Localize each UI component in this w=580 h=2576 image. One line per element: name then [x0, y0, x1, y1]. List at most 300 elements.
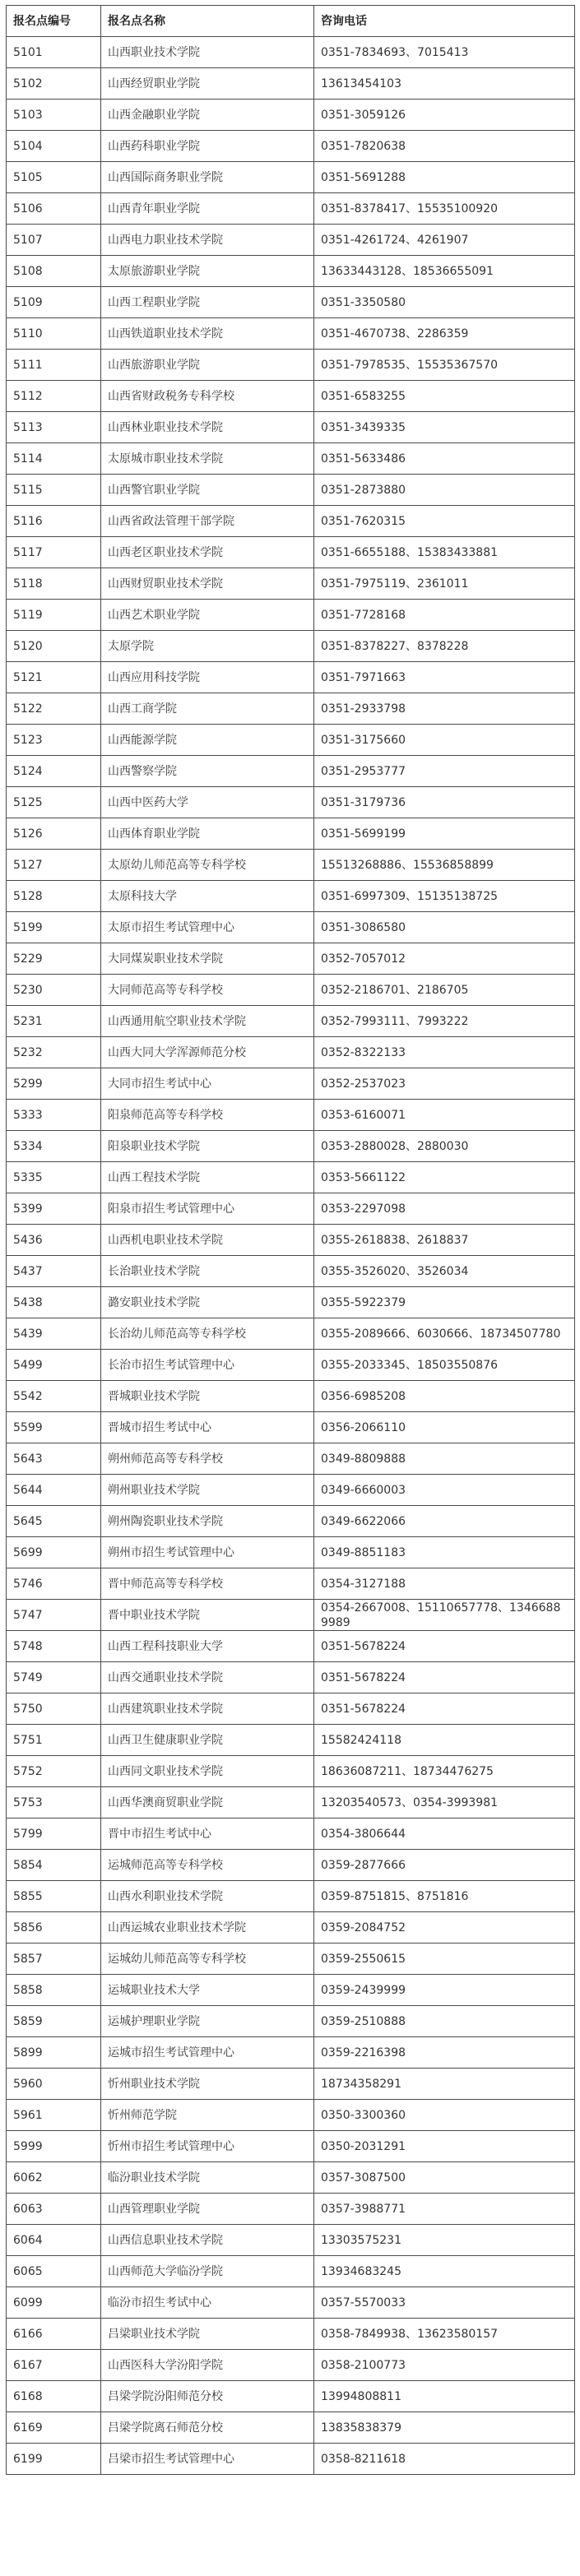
table-row	[7, 1381, 575, 1412]
site-name-cell: 山西工程科技职业大学	[101, 1631, 314, 1662]
site-code-cell: 5333	[7, 1100, 101, 1131]
site-name-cell: 山西金融职业学院	[101, 100, 314, 131]
site-code-cell: 5231	[7, 1006, 101, 1037]
site-name-cell: 晋中职业技术学院	[101, 1600, 314, 1631]
table-row	[7, 2194, 575, 2225]
site-code-cell: 5110	[7, 318, 101, 350]
table-row	[7, 2100, 575, 2131]
phone-cell: 0352-7057012	[314, 943, 575, 975]
phone-cell: 0358-8211618	[314, 2444, 575, 2475]
phone-cell: 0353-5661122	[314, 1162, 575, 1193]
site-code-cell: 5103	[7, 100, 101, 131]
phone-cell: 0351-5633486	[314, 443, 575, 475]
site-name-cell: 临汾职业技术学院	[101, 2162, 314, 2194]
site-name-cell: 山西电力职业技术学院	[101, 225, 314, 256]
site-code-cell: 5115	[7, 475, 101, 506]
site-code-cell: 6199	[7, 2444, 101, 2475]
site-name-cell: 长治幼儿师范高等专科学校	[101, 1318, 314, 1350]
site-name-cell: 山西经贸职业学院	[101, 68, 314, 100]
header-phone: 咨询电话	[314, 6, 575, 37]
site-name-cell: 长治职业技术学院	[101, 1256, 314, 1287]
table-row	[7, 600, 575, 631]
site-code-cell: 5119	[7, 600, 101, 631]
site-name-cell: 山西铁道职业技术学院	[101, 318, 314, 350]
site-code-cell: 5439	[7, 1318, 101, 1350]
table-row	[7, 631, 575, 662]
phone-cell: 0359-2084752	[314, 1912, 575, 1944]
site-code-cell: 5399	[7, 1193, 101, 1225]
phone-cell: 15513268886、15536858899	[314, 850, 575, 881]
table-row	[7, 1912, 575, 1944]
table-row	[7, 1944, 575, 1975]
site-name-cell: 山西工商学院	[101, 693, 314, 725]
site-code-cell: 5108	[7, 256, 101, 287]
table-row	[7, 1068, 575, 1100]
site-code-cell: 5229	[7, 943, 101, 975]
site-name-cell: 山西信息职业技术学院	[101, 2225, 314, 2256]
phone-cell: 0351-7978535、15535367570	[314, 350, 575, 381]
phone-cell: 15582424118	[314, 1725, 575, 1756]
site-code-cell: 6169	[7, 2412, 101, 2444]
site-code-cell: 5438	[7, 1287, 101, 1318]
site-code-cell: 5123	[7, 725, 101, 756]
phone-cell: 13934683245	[314, 2256, 575, 2287]
table-row	[7, 1100, 575, 1131]
phone-cell: 0359-2510888	[314, 2006, 575, 2037]
table-row	[7, 693, 575, 725]
table-row	[7, 975, 575, 1006]
site-name-cell: 潞安职业技术学院	[101, 1287, 314, 1318]
table-row	[7, 1006, 575, 1037]
site-name-cell: 山西师范大学临汾学院	[101, 2256, 314, 2287]
site-name-cell: 朔州陶瓷职业技术学院	[101, 1506, 314, 1537]
table-row	[7, 37, 575, 68]
registration-sites-table	[6, 5, 575, 2475]
site-code-cell: 6062	[7, 2162, 101, 2194]
phone-cell: 0354-3127188	[314, 1568, 575, 1600]
phone-cell: 0359-2877666	[314, 1850, 575, 1881]
table-row	[7, 2444, 575, 2475]
site-code-cell: 5859	[7, 2006, 101, 2037]
phone-cell: 0349-6660003	[314, 1475, 575, 1506]
site-code-cell: 5960	[7, 2069, 101, 2100]
phone-cell: 0359-2550615	[314, 1944, 575, 1975]
site-name-cell: 阳泉师范高等专科学校	[101, 1100, 314, 1131]
phone-cell: 0352-2186701、2186705	[314, 975, 575, 1006]
table-row	[7, 1475, 575, 1506]
site-code-cell: 5109	[7, 287, 101, 318]
phone-cell: 0351-7820638	[314, 131, 575, 162]
site-name-cell: 山西运城农业职业技术学院	[101, 1912, 314, 1944]
table-row	[7, 1600, 575, 1631]
table-row	[7, 100, 575, 131]
phone-cell: 0355-2618838、2618837	[314, 1225, 575, 1256]
site-code-cell: 5111	[7, 350, 101, 381]
site-name-cell: 吕梁学院汾阳师范分校	[101, 2381, 314, 2412]
phone-cell: 0351-5678224	[314, 1693, 575, 1725]
site-name-cell: 山西警官职业学院	[101, 475, 314, 506]
site-name-cell: 朔州师范高等专科学校	[101, 1443, 314, 1475]
site-code-cell: 5128	[7, 881, 101, 912]
table-row	[7, 1881, 575, 1912]
site-code-cell: 5645	[7, 1506, 101, 1537]
site-code-cell: 5749	[7, 1662, 101, 1693]
phone-cell: 0357-5570033	[314, 2287, 575, 2319]
site-code-cell: 5752	[7, 1756, 101, 1787]
site-code-cell: 5746	[7, 1568, 101, 1600]
phone-cell: 0355-2033345、18503550876	[314, 1350, 575, 1381]
site-code-cell: 6168	[7, 2381, 101, 2412]
table-row	[7, 2350, 575, 2381]
site-name-cell: 晋城市招生考试中心	[101, 1412, 314, 1443]
table-row	[7, 1443, 575, 1475]
table-row	[7, 506, 575, 537]
phone-cell: 0349-6622066	[314, 1506, 575, 1537]
site-code-cell: 5855	[7, 1881, 101, 1912]
phone-cell: 0349-8809888	[314, 1443, 575, 1475]
phone-cell: 0351-4261724、4261907	[314, 225, 575, 256]
table-row	[7, 2037, 575, 2069]
table-row	[7, 1975, 575, 2006]
phone-cell: 0353-2297098	[314, 1193, 575, 1225]
table-row	[7, 1162, 575, 1193]
table-row	[7, 412, 575, 443]
site-code-cell: 5112	[7, 381, 101, 412]
table-row	[7, 662, 575, 693]
site-name-cell: 山西药科职业学院	[101, 131, 314, 162]
site-name-cell: 吕梁学院离石师范分校	[101, 2412, 314, 2444]
site-name-cell: 吕梁市招生考试管理中心	[101, 2444, 314, 2475]
phone-cell: 0355-3526020、3526034	[314, 1256, 575, 1287]
header-site-name: 报名点名称	[101, 6, 314, 37]
table-row	[7, 787, 575, 818]
table-row	[7, 287, 575, 318]
table-row	[7, 1318, 575, 1350]
table-row	[7, 1037, 575, 1068]
table-row	[7, 1193, 575, 1225]
table-row	[7, 2006, 575, 2037]
phone-cell: 0355-5922379	[314, 1287, 575, 1318]
site-name-cell: 太原市招生考试管理中心	[101, 912, 314, 943]
phone-cell: 13835838379	[314, 2412, 575, 2444]
site-name-cell: 吕梁职业技术学院	[101, 2319, 314, 2350]
site-name-cell: 山西职业技术学院	[101, 37, 314, 68]
site-code-cell: 5699	[7, 1537, 101, 1568]
site-name-cell: 山西建筑职业技术学院	[101, 1693, 314, 1725]
phone-cell: 0352-2537023	[314, 1068, 575, 1100]
table-row	[7, 1506, 575, 1537]
phone-cell: 0350-2031291	[314, 2131, 575, 2162]
table-row	[7, 1693, 575, 1725]
site-code-cell: 5106	[7, 193, 101, 225]
phone-cell: 0351-3439335	[314, 412, 575, 443]
site-name-cell: 山西交通职业技术学院	[101, 1662, 314, 1693]
site-code-cell: 5199	[7, 912, 101, 943]
site-code-cell: 5118	[7, 568, 101, 600]
phone-cell: 0351-2873880	[314, 475, 575, 506]
phone-cell: 13203540573、0354-3993981	[314, 1787, 575, 1818]
table-row	[7, 818, 575, 850]
site-code-cell: 5121	[7, 662, 101, 693]
site-name-cell: 运城职业技术大学	[101, 1975, 314, 2006]
site-code-cell: 5105	[7, 162, 101, 193]
table-row	[7, 1850, 575, 1881]
site-code-cell: 5854	[7, 1850, 101, 1881]
site-code-cell: 5102	[7, 68, 101, 100]
site-name-cell: 山西警察学院	[101, 756, 314, 787]
phone-cell: 13303575231	[314, 2225, 575, 2256]
phone-cell: 0351-8378227、8378228	[314, 631, 575, 662]
phone-cell: 13633443128、18536655091	[314, 256, 575, 287]
site-name-cell: 山西工程职业学院	[101, 287, 314, 318]
table-row	[7, 225, 575, 256]
site-code-cell: 6063	[7, 2194, 101, 2225]
site-name-cell: 山西医科大学汾阳学院	[101, 2350, 314, 2381]
site-code-cell: 6167	[7, 2350, 101, 2381]
phone-cell: 0353-2880028、2880030	[314, 1131, 575, 1162]
table-row	[7, 318, 575, 350]
table-row	[7, 1725, 575, 1756]
table-row	[7, 1412, 575, 1443]
site-code-cell: 5335	[7, 1162, 101, 1193]
site-name-cell: 忻州市招生考试管理中心	[101, 2131, 314, 2162]
phone-cell: 0350-3300360	[314, 2100, 575, 2131]
site-name-cell: 山西机电职业技术学院	[101, 1225, 314, 1256]
site-code-cell: 5748	[7, 1631, 101, 1662]
site-name-cell: 山西老区职业技术学院	[101, 537, 314, 568]
site-name-cell: 晋中师范高等专科学校	[101, 1568, 314, 1600]
site-name-cell: 山西大同大学浑源师范分校	[101, 1037, 314, 1068]
phone-cell: 0352-7993111、7993222	[314, 1006, 575, 1037]
site-code-cell: 5643	[7, 1443, 101, 1475]
site-code-cell: 5961	[7, 2100, 101, 2131]
site-code-cell: 5232	[7, 1037, 101, 1068]
phone-cell: 0356-6985208	[314, 1381, 575, 1412]
phone-cell: 0358-7849938、13623580157	[314, 2319, 575, 2350]
site-name-cell: 山西林业职业技术学院	[101, 412, 314, 443]
site-code-cell: 6166	[7, 2319, 101, 2350]
site-name-cell: 太原科技大学	[101, 881, 314, 912]
site-code-cell: 5113	[7, 412, 101, 443]
phone-cell: 0356-2066110	[314, 1412, 575, 1443]
table-body	[7, 37, 575, 2475]
table-row	[7, 725, 575, 756]
site-code-cell: 5125	[7, 787, 101, 818]
table-row	[7, 1568, 575, 1600]
phone-cell: 0351-2953777	[314, 756, 575, 787]
site-name-cell: 山西省政法管理干部学院	[101, 506, 314, 537]
site-code-cell: 6099	[7, 2287, 101, 2319]
site-code-cell: 5116	[7, 506, 101, 537]
table-row	[7, 1662, 575, 1693]
phone-cell: 0354-2667008、15110657778、13466889989	[314, 1600, 575, 1631]
site-name-cell: 运城师范高等专科学校	[101, 1850, 314, 1881]
site-name-cell: 忻州师范学院	[101, 2100, 314, 2131]
site-name-cell: 阳泉市招生考试管理中心	[101, 1193, 314, 1225]
site-code-cell: 5599	[7, 1412, 101, 1443]
table-row	[7, 537, 575, 568]
site-name-cell: 山西省财政税务专科学校	[101, 381, 314, 412]
site-code-cell: 5104	[7, 131, 101, 162]
table-row	[7, 381, 575, 412]
table-row	[7, 475, 575, 506]
phone-cell: 0354-3806644	[314, 1818, 575, 1850]
site-name-cell: 大同师范高等专科学校	[101, 975, 314, 1006]
phone-cell: 0351-6655188、15383433881	[314, 537, 575, 568]
phone-cell: 0351-5699199	[314, 818, 575, 850]
site-code-cell: 5436	[7, 1225, 101, 1256]
phone-cell: 0351-6997309、15135138725	[314, 881, 575, 912]
site-code-cell: 5117	[7, 537, 101, 568]
site-name-cell: 阳泉职业技术学院	[101, 1131, 314, 1162]
site-name-cell: 山西卫生健康职业学院	[101, 1725, 314, 1756]
site-name-cell: 山西同文职业技术学院	[101, 1756, 314, 1787]
site-name-cell: 山西艺术职业学院	[101, 600, 314, 631]
phone-cell: 0351-7975119、2361011	[314, 568, 575, 600]
header-site-code: 报名点编号	[7, 6, 101, 37]
table-row	[7, 2069, 575, 2100]
table-row	[7, 2412, 575, 2444]
site-name-cell: 山西中医药大学	[101, 787, 314, 818]
site-code-cell: 5899	[7, 2037, 101, 2069]
site-name-cell: 山西通用航空职业技术学院	[101, 1006, 314, 1037]
site-code-cell: 5858	[7, 1975, 101, 2006]
site-code-cell: 5499	[7, 1350, 101, 1381]
site-name-cell: 太原城市职业技术学院	[101, 443, 314, 475]
phone-cell: 0351-2933798	[314, 693, 575, 725]
site-name-cell: 太原学院	[101, 631, 314, 662]
phone-cell: 0351-8378417、15535100920	[314, 193, 575, 225]
phone-cell: 0353-6160071	[314, 1100, 575, 1131]
phone-cell: 0357-3087500	[314, 2162, 575, 2194]
table-row	[7, 1537, 575, 1568]
table-row	[7, 756, 575, 787]
site-code-cell: 5101	[7, 37, 101, 68]
phone-cell: 13613454103	[314, 68, 575, 100]
table-row	[7, 1350, 575, 1381]
table-row	[7, 1225, 575, 1256]
table-row	[7, 350, 575, 381]
phone-cell: 0355-2089666、6030666、18734507780	[314, 1318, 575, 1350]
site-name-cell: 太原幼儿师范高等专科学校	[101, 850, 314, 881]
site-code-cell: 5230	[7, 975, 101, 1006]
site-code-cell: 6064	[7, 2225, 101, 2256]
site-name-cell: 山西工程技术学院	[101, 1162, 314, 1193]
site-code-cell: 5799	[7, 1818, 101, 1850]
site-code-cell: 5437	[7, 1256, 101, 1287]
table-row	[7, 881, 575, 912]
table-row	[7, 912, 575, 943]
site-name-cell: 大同煤炭职业技术学院	[101, 943, 314, 975]
site-code-cell: 5334	[7, 1131, 101, 1162]
phone-cell: 18636087211、18734476275	[314, 1756, 575, 1787]
site-code-cell: 5120	[7, 631, 101, 662]
table-row	[7, 256, 575, 287]
phone-cell: 18734358291	[314, 2069, 575, 2100]
phone-cell: 0351-3086580	[314, 912, 575, 943]
site-code-cell: 5122	[7, 693, 101, 725]
phone-cell: 0351-7834693、7015413	[314, 37, 575, 68]
site-name-cell: 山西体育职业学院	[101, 818, 314, 850]
site-name-cell: 山西财贸职业技术学院	[101, 568, 314, 600]
phone-cell: 0359-2216398	[314, 2037, 575, 2069]
table-row	[7, 850, 575, 881]
site-name-cell: 运城市招生考试管理中心	[101, 2037, 314, 2069]
site-code-cell: 5747	[7, 1600, 101, 1631]
table-row	[7, 2319, 575, 2350]
table-row	[7, 68, 575, 100]
table-row	[7, 1631, 575, 1662]
table-row	[7, 2162, 575, 2194]
phone-cell: 0358-2100773	[314, 2350, 575, 2381]
table-row	[7, 1131, 575, 1162]
table-header-row	[7, 6, 575, 37]
table-row	[7, 1818, 575, 1850]
site-code-cell: 5124	[7, 756, 101, 787]
table-row	[7, 2225, 575, 2256]
site-name-cell: 大同市招生考试中心	[101, 1068, 314, 1100]
phone-cell: 0351-5678224	[314, 1631, 575, 1662]
phone-cell: 0351-4670738、2286359	[314, 318, 575, 350]
site-name-cell: 太原旅游职业学院	[101, 256, 314, 287]
site-name-cell: 晋中市招生考试中心	[101, 1818, 314, 1850]
phone-cell: 0351-7728168	[314, 600, 575, 631]
table-row	[7, 162, 575, 193]
phone-cell: 0351-3059126	[314, 100, 575, 131]
site-code-cell: 5126	[7, 818, 101, 850]
site-name-cell: 山西水利职业技术学院	[101, 1881, 314, 1912]
site-code-cell: 5542	[7, 1381, 101, 1412]
site-name-cell: 朔州市招生考试管理中心	[101, 1537, 314, 1568]
site-code-cell: 6065	[7, 2256, 101, 2287]
site-code-cell: 5999	[7, 2131, 101, 2162]
phone-cell: 0351-7971663	[314, 662, 575, 693]
site-name-cell: 山西旅游职业学院	[101, 350, 314, 381]
site-code-cell: 5856	[7, 1912, 101, 1944]
site-code-cell: 5644	[7, 1475, 101, 1506]
phone-cell: 0351-6583255	[314, 381, 575, 412]
site-name-cell: 临汾市招生考试中心	[101, 2287, 314, 2319]
phone-cell: 0349-8851183	[314, 1537, 575, 1568]
phone-cell: 0351-3175660	[314, 725, 575, 756]
site-name-cell: 朔州职业技术学院	[101, 1475, 314, 1506]
site-code-cell: 5114	[7, 443, 101, 475]
table-row	[7, 2381, 575, 2412]
table-row	[7, 568, 575, 600]
site-name-cell: 山西能源学院	[101, 725, 314, 756]
site-code-cell: 5857	[7, 1944, 101, 1975]
table-row	[7, 1256, 575, 1287]
site-name-cell: 山西应用科技学院	[101, 662, 314, 693]
phone-cell: 0359-2439999	[314, 1975, 575, 2006]
phone-cell: 0351-7620315	[314, 506, 575, 537]
site-code-cell: 5299	[7, 1068, 101, 1100]
site-name-cell: 运城护理职业学院	[101, 2006, 314, 2037]
site-name-cell: 长治市招生考试管理中心	[101, 1350, 314, 1381]
phone-cell: 0351-3179736	[314, 787, 575, 818]
phone-cell: 0351-3350580	[314, 287, 575, 318]
site-name-cell: 山西青年职业学院	[101, 193, 314, 225]
site-code-cell: 5107	[7, 225, 101, 256]
site-code-cell: 5753	[7, 1787, 101, 1818]
table-row	[7, 943, 575, 975]
table-row	[7, 1287, 575, 1318]
site-code-cell: 5127	[7, 850, 101, 881]
phone-cell: 0359-8751815、8751816	[314, 1881, 575, 1912]
phone-cell: 0351-5691288	[314, 162, 575, 193]
site-name-cell: 山西华澳商贸职业学院	[101, 1787, 314, 1818]
table-row	[7, 1787, 575, 1818]
